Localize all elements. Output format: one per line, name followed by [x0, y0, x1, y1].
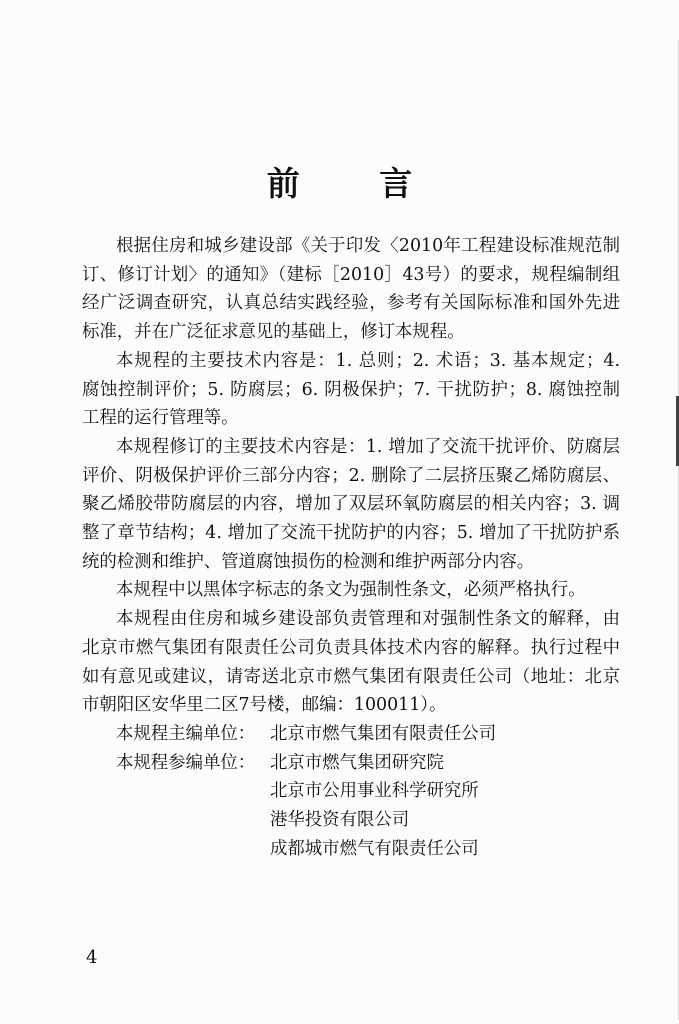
participating-unit-line — [82, 777, 620, 806]
paragraph-revisions: 本规程修订的主要技术内容是：1. 增加了交流干扰评价、防腐层评价、阴极保护评价三部分内容；2. 删除了二层挤压聚乙烯防腐层、聚乙烯胶带防腐层的内容，增加了双层环氧防腐层的相关内容；3. 调整了章节结构；4. 增加了交流干扰防护的内容；5. 增加了干扰防护系统的检测和维护、管道腐蚀损伤的检测和维护两部分内容。 — [82, 436, 620, 572]
participating-unit-line — [82, 749, 620, 778]
units-block — [82, 720, 620, 863]
chief-unit-label: 本规程主编单位： — [116, 723, 256, 744]
paragraph-main-content: 本规程的主要技术内容是：1. 总则；2. 术语；3. 基本规定；4. 腐蚀控制评价；5. 防腐层；6. 阴极保护；7. 干扰防护；8. 腐蚀控制工程的运行管理等。 — [82, 350, 620, 429]
body-text — [82, 232, 620, 863]
participating-unit-name: 港华投资有限公司 — [270, 810, 410, 831]
participating-unit-line — [82, 806, 620, 835]
chief-unit-line — [82, 720, 620, 749]
participating-unit-name: 北京市公用事业科学研究所 — [270, 781, 479, 802]
paragraph-mandatory: 本规程中以黑体字标志的条文为强制性条文，必须严格执行。 — [116, 580, 586, 601]
paragraph-administration: 本规程由住房和城乡建设部负责管理和对强制性条文的解释，由北京市燃气集团有限责任公司负责具体技术内容的解释。执行过程中如有意见或建议，请寄送北京市燃气集团有限责任公司（地址：北京市朝阳区安华里二区7号楼，邮编：100011）。 — [82, 609, 620, 716]
participating-unit-line — [82, 835, 620, 864]
participating-unit-label: 本规程参编单位： — [116, 752, 256, 773]
participating-unit-name: 北京市燃气集团研究院 — [270, 752, 444, 773]
chief-unit-name: 北京市燃气集团有限责任公司 — [270, 723, 497, 744]
paragraph-basis: 根据住房和城乡建设部《关于印发〈2010年工程建设标准规范制订、修订计划〉的通知》（建标［2010］43号）的要求，规程编制组经广泛调查研究，认真总结实践经验，参考有关国际标准和国外先进标准，并在广泛征求意见的基础上，修订本规程。 — [82, 236, 620, 343]
participating-unit-name: 成都城市燃气有限责任公司 — [270, 838, 479, 859]
page-number: 4 — [86, 947, 98, 968]
page-title: 前 言 — [266, 164, 447, 203]
